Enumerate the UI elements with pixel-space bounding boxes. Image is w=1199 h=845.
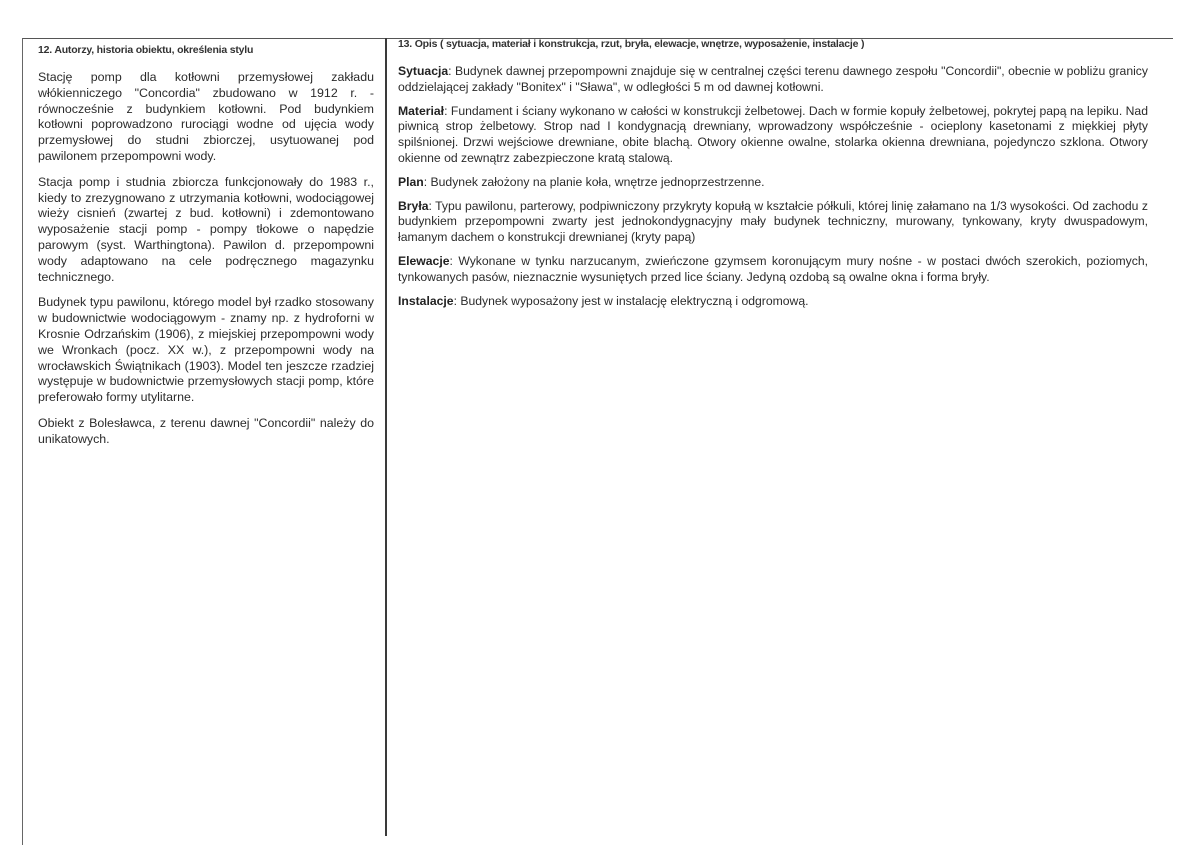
column-divider	[385, 38, 387, 836]
history-paragraph-4: Obiekt z Bolesławca, z terenu dawnej "Concordii" należy do unikatowych.	[38, 415, 374, 446]
section-sytuacja	[398, 64, 1148, 96]
left-column	[38, 44, 374, 458]
section-text: : Budynek dawnej przepompowni znajduje się w centralnej części terenu dawnego zespołu "Concordii", obecnie w pobliżu granicy oddzielającej zakłady "Bonitex" i "Sława", w odległości 5 m od dawnej kotłowni.	[398, 64, 1148, 94]
section-material	[398, 104, 1148, 167]
section-text: : Typu pawilonu, parterowy, podpiwniczony przykryty kopułą w kształcie półkuli, której linię załamano na 1/3 wysokości. Od zachodu z budynkiem przepompowni zwarty jest jednokondygnacyjny mały budynek techniczny, murowany, tynkowany, kryty dwuspadowym, łamanym dachem o konstrukcji drewnianej (kryty papą)	[398, 198, 1148, 245]
section-label: Instalacje	[398, 293, 454, 308]
right-section-heading: 13. Opis ( sytuacja, materiał i konstrukcja, rzut, bryła, elewacje, wnętrze, wyposażenie, instalacje )	[398, 38, 865, 50]
history-paragraph-3: Budynek typu pawilonu, którego model był rzadko stosowany w budownictwie wodociągowym - znamy np. z hydroforni w Krosnie Odrzańskim (1906), z miejskiej przepompowni wody we Wronkach (pocz. XX w.), z przepompowni wody na wrocławskich Świątnikach (1903). Model ten jeszcze rzadziej występuje w budownictwie przemysłowych stacji pomp, które preferowało formy utylitarne.	[38, 295, 374, 405]
section-text: : Wykonane w tynku narzucanym, zwieńczone gzymsem koronującym mury nośne - w postaci dwóch szerokich, poziomych, tynkowanych pasów, nieznacznie wysuniętych przed lice ściany. Jedyną ozdobą są owalne okna i forma bryły.	[398, 253, 1148, 284]
section-text: : Fundament i ściany wykonano w całości w konstrukcji żelbetowej. Dach w formie kopuły żelbetowej, pokrytej papą na lepiku. Nad piwnicą strop żelbetowy. Strop nad I kondygnacją drewniany, wprowadzony współcześnie - ocieplony kasetonami z miękkiej płyty spilśnionej. Drzwi wejściowe drewniane, obite blachą. Otwory okienne owalne, stolarka okienna drewniana, pojedynczo szklona. Otwory okienne od zewnątrz zabezpieczone kratą stalową.	[398, 103, 1148, 165]
left-section-heading: 12. Autorzy, historia obiektu, określenia stylu	[38, 44, 254, 56]
history-paragraph-1: Stację pomp dla kotłowni przemysłowej zakładu włókienniczego "Concordia" zbudowano w 1912 r. - równocześnie z budynkiem kotłowni. Pod budynkiem kotłowni poprowadzono rurociągi wodne od ujęcia wody przemysłowej do studni zbiorczej, usytuowanej pod pawilonem przepompowni wody.	[38, 70, 374, 163]
section-label: Sytuacja	[398, 64, 449, 78]
history-paragraph-2: Stacja pomp i studnia zbiorcza funkcjonowały do 1983 r., kiedy to zrezygnowano z utrzymania kotłowni, wodociągowej wieży cisnień (zwartej z bud. kotłowni) i zdemontowano wyposażenie stacji pomp - pompy tłokowe o napędzie parowym (syst. Warthingtona). Pawilon d. przepompowni wody adaptowano na cele podręcznego magazynku technicznego.	[38, 174, 374, 284]
section-label: Plan	[398, 174, 424, 189]
section-instalacje	[398, 294, 1148, 310]
section-label: Materiał	[398, 103, 445, 118]
section-plan	[398, 175, 1148, 191]
section-bryla	[398, 199, 1148, 246]
section-elewacje	[398, 254, 1148, 286]
section-label: Elewacje	[398, 253, 450, 268]
right-column	[398, 38, 1148, 317]
section-label: Bryła	[398, 198, 429, 213]
section-text: : Budynek założony na planie koła, wnętrze jednoprzestrzenne.	[423, 174, 765, 189]
section-text: : Budynek wyposażony jest w instalację elektryczną i odgromową.	[453, 293, 809, 308]
